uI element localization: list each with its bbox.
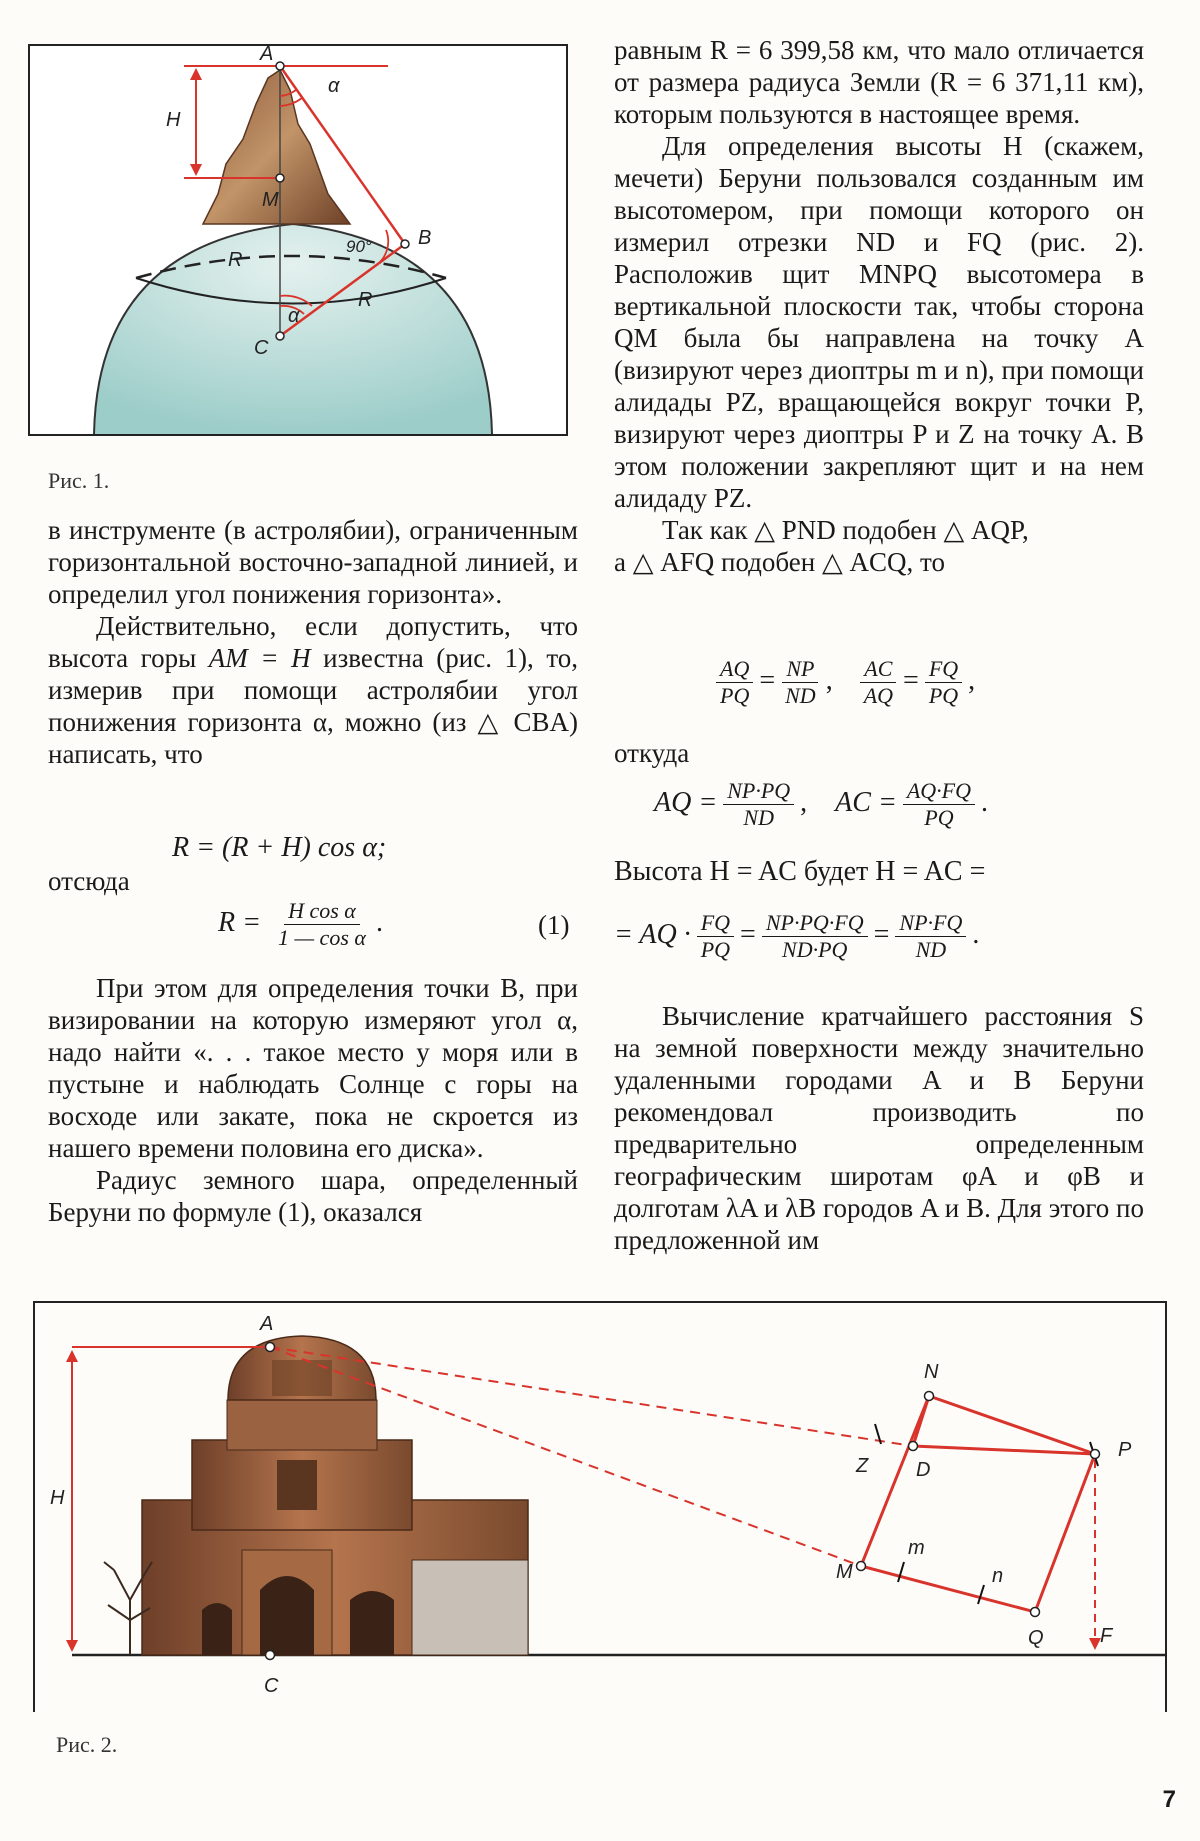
diopter-n [978,1585,984,1604]
point-B [401,240,409,248]
label-Z: Z [856,1455,869,1477]
label-90: 90° [346,237,372,256]
label-A: A [260,44,274,65]
formula-1: R = $\frac{\text{H cos α}}{\text{1 — cos α}}$ . [218,898,383,950]
label-H: H [50,1487,65,1509]
left-paragraph-1: в инструменте (в астролябии), ограниченным горизонтальной восточно-западной линией, и определил угол понижения горизонта». [48,515,578,609]
label-m: m [908,1537,925,1559]
label-D: D [916,1459,931,1481]
right-column [614,34,1144,578]
label-Q: Q [1028,1627,1044,1649]
point-Q [1031,1608,1040,1617]
point-A [266,1343,275,1352]
equation-height: = AQ · $\frac{FQ}{PQ}$ = $\frac{NP\cdot PQ\cdot FQ}{ND\cdot PQ}$ = $\frac{NP\cdot FQ}{ND}$ . [614,910,980,962]
diopter-m [898,1562,904,1582]
right-paragraph-2: Для определения высоты H (скажем, мечети) Беруни пользовался созданным им высотомером, при помощи которого он измерил отрезки ND и FQ (рис. 2). Расположив щит MNPQ высотомера в вертикальной плоскости так, чтобы сторона QM была бы направлена на точку A (визируют через диоптры m и n), при помощи алидады PZ, вращающейся вокруг точки P, визируют через диоптры P и Z на точку A. В этом положении закрепляют щит и на нем алидаду PZ. [614,131,1144,513]
alidade-PZ [913,1446,1095,1454]
point-N [925,1392,934,1401]
figure-1 [28,44,568,436]
point-M [276,174,284,182]
left-paragraph-2: Действительно, если допустить, что высота горы AM = H известна (рис. 1), то, измерив при помощи астролябии угол понижения горизонта α, можно (из △ CBA) написать, что [48,611,579,769]
right-paragraph-3a: Так как △ PND подобен △ AQP, [662,515,1029,545]
right-paragraph-3b: а △ AFQ подобен △ ACQ, то [614,547,945,577]
equation-proportions: $\frac{AQ}{PQ}$ = $\frac{NP}{ND}$ , $\frac{AC}{AQ}$ = $\frac{FQ}{PQ}$ , [710,656,975,709]
label-R-right: R [358,289,373,311]
page-number: 7 [1162,1786,1176,1813]
left-paragraph-3: При этом для определения точки B, при визировании на которую измеряют угол α, надо найти «. . . такое место у моря или в пустыне и наблюдать Солнце с горы на восходе или закате, пока не скроется из нашего времени половина его диска». [48,973,578,1163]
label-n: n [992,1565,1004,1587]
formula-1-number: (1) [538,910,570,940]
point-C [266,1651,275,1660]
label-B: B [418,227,432,249]
formula-1-denominator: 1 — cos α [278,925,366,950]
mosque [142,1336,528,1655]
left-column-bottom [48,972,578,1228]
label-C: C [264,1675,279,1697]
right-paragraph-1: равным R = 6 399,58 км, что мало отличается от размера радиуса Земли (R = 6 371,11 км), которым пользуются в настоящее время. [614,35,1144,129]
label-alpha-top: α [328,75,340,97]
label-C: C [254,337,269,359]
point-P [1091,1450,1100,1459]
line-ND [913,1396,929,1446]
math-AM-H: AM = H [208,643,311,673]
equation-AQ-AC: AQ = $\frac{NP\cdot PQ}{ND}$ , AC = $\frac{AQ\cdot FQ}{PQ}$ . [654,778,989,830]
text-hence: отсюда [48,866,130,896]
label-H: H [166,109,181,131]
formula-1-numerator: H cos α [284,898,360,925]
label-alpha-bottom: α [288,305,300,327]
label-P: P [1118,1439,1132,1461]
label-R-left: R [228,249,243,271]
left-paragraph-4: Радиус земного шара, определенный Беруни по формуле (1), оказался [48,1165,578,1227]
point-C [276,332,284,340]
label-F: F [1100,1625,1113,1647]
altimeter-shield [861,1396,1095,1612]
right-paragraph-4: Вычисление кратчайшего расстояния S на земной поверхности между значительно удаленными городами A и B Беруни рекомендовал производить по предварительно определенным географическим широтам φA и φB и долготам λA и λB городов A и B. Для этого по предложенной им [614,1001,1144,1255]
figure-1-caption: Рис. 1. [48,468,110,493]
label-A: A [260,1313,274,1335]
label-M: M [262,189,279,211]
right-column-bottom [614,1000,1144,1256]
text-whence: откуда [614,738,690,768]
point-A [276,62,284,70]
left-column [48,514,578,770]
label-M: M [836,1561,853,1583]
figure-2 [32,1300,1168,1714]
point-D [909,1442,918,1451]
figure-2-caption: Рис. 2. [56,1732,118,1757]
formula-R-cos: R = (R + H) cos α; [172,832,387,863]
text-height-line: Высота H = AC будет H = AC = [614,856,986,887]
label-N: N [924,1361,939,1383]
point-M [857,1562,866,1571]
